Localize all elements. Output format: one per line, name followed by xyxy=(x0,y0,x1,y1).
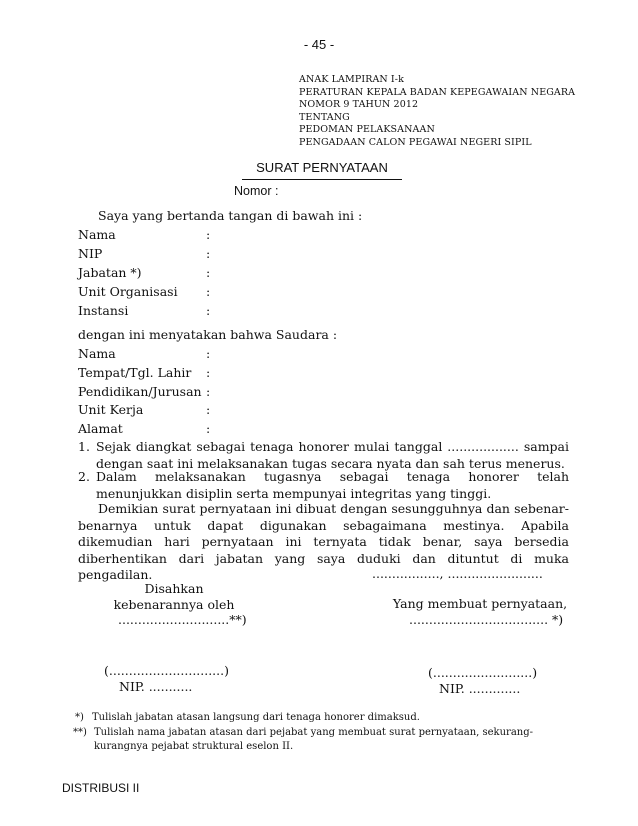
field-colon: : xyxy=(206,402,211,417)
subject-field-label: Unit Kerja xyxy=(78,402,144,417)
right-signature-line1: Yang membuat pernyataan, xyxy=(392,596,568,611)
signer-field-label: Nama xyxy=(78,227,116,242)
title-underline xyxy=(242,179,402,180)
distribution-label: DISTRIBUSI II xyxy=(62,781,140,795)
field-colon: : xyxy=(206,421,211,436)
closing-paragraph: Demikian surat pernyataan ini dibuat dengan sesungguhnya dan sebenar-benarnya untuk dapat digunakan sebagaimana mestinya. Apabila dikemudian hari pernyataan ini ternyata tidak benar, saya bersedia diberhentikan dari jabatan yang saya duduki dan dituntut di muka pengadilan. xyxy=(78,501,569,582)
footnote xyxy=(75,711,558,725)
document-number: Nomor : xyxy=(234,184,279,198)
subject-field-label: Nama xyxy=(78,346,116,361)
right-signature-line2: ................................... *) xyxy=(409,612,564,627)
subject-field-label: Tempat/Tgl. Lahir xyxy=(78,365,192,380)
field-colon: : xyxy=(206,284,211,299)
signer-field-label: Instansi xyxy=(78,303,129,318)
intro-text: Saya yang bertanda tangan di bawah ini : xyxy=(98,208,363,223)
signer-field-label: Unit Organisasi xyxy=(78,284,178,299)
statement-text: Dalam melaksanakan tugasnya sebagai tenaga honorer telah menunjukkan disiplin serta mempunyai integritas yang tinggi. xyxy=(96,469,569,501)
field-colon: : xyxy=(206,365,211,380)
left-signature-nip: NIP. ........... xyxy=(119,679,193,694)
subject-field-label: Alamat xyxy=(78,421,123,436)
right-signature-nip: NIP. ............. xyxy=(439,681,521,696)
field-colon: : xyxy=(206,227,211,242)
annex-line: PENGADAAN CALON PEGAWAI NEGERI SIPIL xyxy=(299,136,532,148)
footnote-mark: **) xyxy=(73,727,87,738)
subject-field-label: Pendidikan/Jurusan xyxy=(78,384,202,399)
left-signature-line2: kebenarannya oleh xyxy=(113,597,235,612)
field-colon: : xyxy=(206,246,211,261)
field-colon: : xyxy=(206,346,211,361)
signer-field-label: Jabatan *) xyxy=(78,265,142,280)
footnote-text: Tulislah nama jabatan atasan dari pejabat yang membuat surat pernyataan, sekurang-kurangnya pejabat struktural eselon II. xyxy=(94,727,534,752)
statement-number: 2. xyxy=(78,469,90,484)
left-signature-line3: ............................**) xyxy=(118,612,247,627)
footnote xyxy=(73,726,558,754)
statement-number: 1. xyxy=(78,439,90,454)
annex-line: PERATURAN KEPALA BADAN KEPEGAWAIAN NEGARA xyxy=(299,86,576,98)
field-colon: : xyxy=(206,303,211,318)
declaration-line: dengan ini menyatakan bahwa Saudara : xyxy=(78,327,338,342)
left-signature-line1: Disahkan xyxy=(144,581,204,596)
field-colon: : xyxy=(206,384,211,399)
page-number: - 45 - xyxy=(303,37,335,52)
annex-line: ANAK LAMPIRAN I-k xyxy=(299,74,404,85)
place-date: ................., ........................ xyxy=(372,566,543,581)
annex-line: TENTANG xyxy=(299,111,350,123)
footnote-text: Tulislah jabatan atasan langsung dari tenaga honorer dimaksud. xyxy=(92,712,420,723)
field-colon: : xyxy=(206,265,211,280)
footnote-mark: *) xyxy=(75,712,84,723)
annex-line: NOMOR 9 TAHUN 2012 xyxy=(299,99,419,111)
annex-line: PEDOMAN PELAKSANAAN xyxy=(299,124,435,136)
left-signature-name: (.............................) xyxy=(104,663,229,678)
statement-item xyxy=(78,439,569,472)
document-title: SURAT PERNYATAAN xyxy=(256,160,388,175)
right-signature-name: (.........................) xyxy=(428,665,538,680)
signer-field-label: NIP xyxy=(78,246,103,261)
statement-item xyxy=(78,469,569,502)
statement-text: Sejak diangkat sebagai tenaga honorer mulai tanggal .................. sampai dengan saat ini melaksanakan tugas secara nyata dan sah terus menerus. xyxy=(96,439,569,471)
annex-header xyxy=(299,74,575,150)
